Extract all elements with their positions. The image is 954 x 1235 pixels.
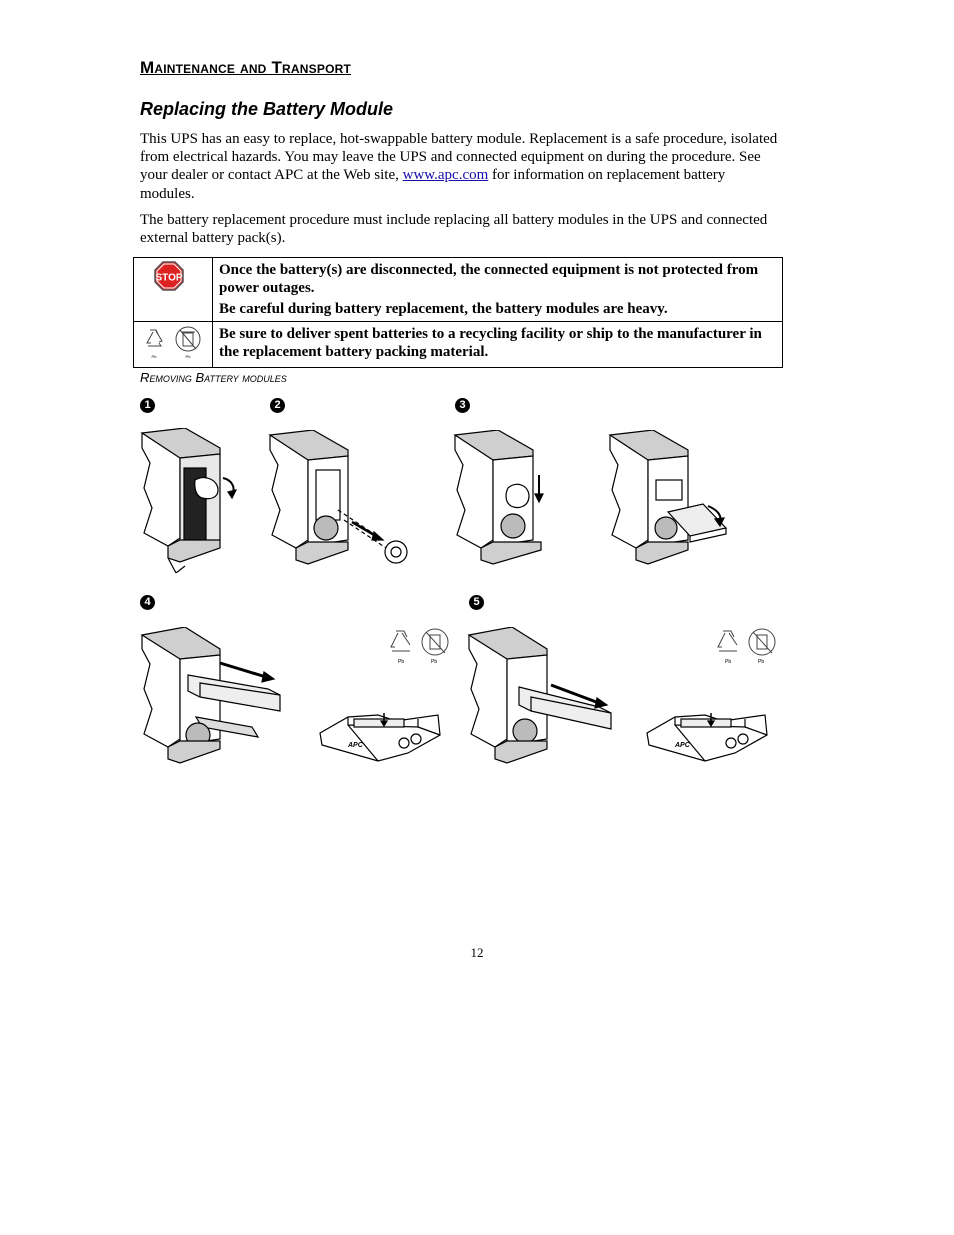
recycle-icon	[391, 631, 410, 651]
apc-logo: APC	[675, 742, 690, 749]
intro-paragraph: This UPS has an easy to replace, hot-swappable battery module. Replacement is a safe procedure, isolated from electrical hazards. You may leave the UPS and connected equipment on during the procedure. See your dealer or contact APC at the Web site, www.apc.com for information on replacement battery modules.	[140, 131, 778, 202]
warning-row	[134, 258, 783, 322]
warning-icon-cell	[134, 258, 213, 322]
recycle-row	[134, 321, 783, 367]
recycle-icon-cell	[134, 321, 213, 367]
warning-line-2: Be careful during battery replacement, the battery modules are heavy.	[219, 301, 668, 318]
step-3-marker: 3	[455, 398, 470, 413]
step-1-marker: 1	[140, 398, 155, 413]
trash-pb-label-4: Pb	[431, 659, 438, 665]
step-5-marker: 5	[469, 595, 484, 610]
removing-heading: Removing Battery modules	[140, 370, 287, 385]
recycle-text-cell: Be sure to deliver spent batteries to a recycling facility or ship to the manufacturer in the replacement battery packing material.	[213, 321, 783, 367]
no-trash-bin-icon	[176, 327, 200, 351]
subtitle: Replacing the Battery Module	[140, 99, 394, 119]
step-2-illustration	[268, 430, 413, 575]
step-4-illustration	[140, 627, 290, 772]
warning-line-1: Once the battery(s) are disconnected, the connected equipment is not protected from power outages.	[219, 262, 759, 297]
apc-logo: APC	[348, 742, 363, 749]
recycle-icon	[718, 631, 737, 651]
step-1-illustration	[140, 428, 250, 573]
recycle-pb-label-4: Pb	[398, 659, 405, 665]
step-5-packing-illustration	[645, 625, 780, 770]
recycle-icons	[134, 322, 210, 362]
step-4-packing-illustration	[318, 625, 453, 770]
trash-pb-label: Pb	[185, 353, 191, 359]
page-number: 12	[470, 945, 484, 960]
trash-pb-label-5: Pb	[758, 659, 765, 665]
recycle-pb-label-5: Pb	[725, 659, 732, 665]
step-2-marker: 2	[270, 398, 285, 413]
step-4-marker: 4	[140, 595, 155, 610]
procedure-paragraph: The battery replacement procedure must include replacing all battery modules in the UPS and connected external battery pack(s).	[140, 212, 768, 247]
section-title: Maintenance and Transport	[140, 58, 351, 77]
recycle-pb-label: Pb	[151, 353, 157, 359]
apc-website-link[interactable]: www.apc.com	[402, 167, 489, 184]
warning-text-cell	[213, 258, 783, 322]
stop-sign-text: STOP	[155, 272, 183, 284]
recycle-icon	[147, 330, 162, 346]
step-3b-illustration	[608, 430, 733, 575]
safety-notice-table	[133, 257, 783, 368]
stop-sign-icon	[134, 258, 210, 298]
step-5-illustration	[467, 627, 617, 772]
step-3-illustration	[453, 430, 548, 575]
